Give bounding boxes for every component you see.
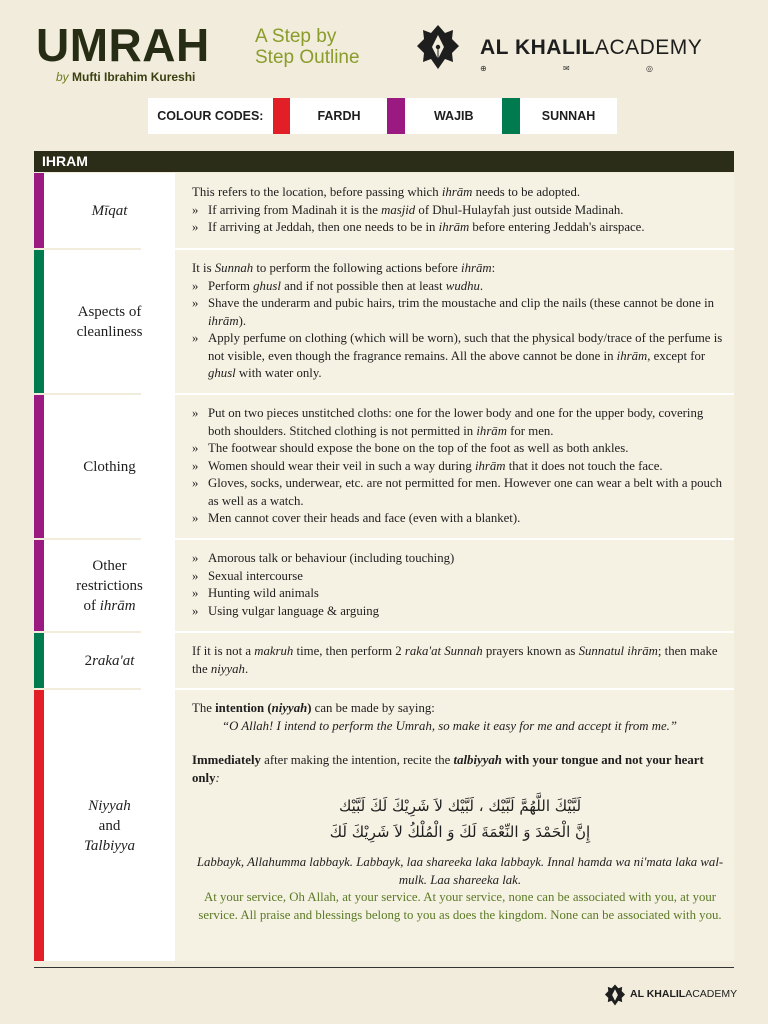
- body-text: If it is not a makruh time, then perform 2 raka'at Sunnah prayers known as Sunnatul ihrām; then make the niyyah.: [192, 644, 718, 676]
- fardh-bar: [34, 690, 44, 961]
- arabic-line: لَبَّيْكَ اللَّهُمَّ لَبَّيْك ، لَبَّيْك لاَ شَرِيْكَ لَكَ لَبَّيْك: [338, 797, 582, 815]
- subtitle-line-2: Step Outline: [255, 47, 360, 68]
- mail-icon: ✉: [563, 64, 570, 73]
- brand-name-bold: AL KHALIL: [480, 36, 595, 59]
- sunnah-label: SUNNAH: [541, 109, 596, 123]
- list-item: » Amorous talk or behaviour (including touching): [192, 550, 728, 568]
- list-item: » Women should wear their veil in such a way during ihrām that it does not touch the face.: [192, 458, 728, 476]
- label-line: of ihrām: [83, 597, 136, 614]
- arabic-line: إِنَّ الْحَمْدَ وَ النِّعْمَةَ لَكَ وَ الْمُلْكُ لاَ شَرِيْكَ لَكَ: [329, 823, 591, 841]
- list-item: » Gloves, socks, underwear, etc. are not permitted for men. However one can wear a belt with a pouch as well as a watch.: [192, 475, 728, 510]
- colour-codes-label: COLOUR CODES:: [157, 109, 264, 123]
- footer-brand-bold: AL KHALIL: [630, 988, 686, 1000]
- label-text: Mīqat: [91, 202, 128, 219]
- fardh-label: FARDH: [317, 109, 361, 123]
- label-line: cleanliness: [76, 323, 143, 340]
- list-item: » Perform ghusl and if not possible then at least wudhu.: [192, 278, 728, 296]
- intention-quote: “O Allah! I intend to perform the Umrah, so make it easy for me and accept it from me.”: [222, 718, 677, 733]
- label-line: and: [98, 817, 121, 834]
- talbiyyah-instruction: Immediately after making the intention, recite the talbiyyah with your tongue and not your heart only:: [192, 753, 704, 785]
- globe-icon: ⊕: [480, 64, 487, 73]
- wajib-bar: [34, 173, 44, 248]
- row-label-clothing: Clothing: [44, 395, 175, 538]
- label-line: Aspects of: [77, 303, 142, 320]
- row-rakaat: [34, 633, 734, 688]
- sunnah-bar: [34, 633, 44, 688]
- sunnah-bar: [34, 250, 44, 393]
- row-label-rakaat: 2 raka'at: [44, 633, 175, 688]
- section-header-ihram: IHRAM: [34, 151, 734, 172]
- pen-nib-logo-icon: [604, 984, 626, 1006]
- list-item: » If arriving from Madinah it is the masjid of Dhul-Hulayfah just outside Madinah.: [192, 202, 728, 220]
- brand-name-light: ACADEMY: [594, 36, 703, 59]
- list-item: » Apply perfume on clothing (which will be worn), such that the physical body/trace of the perfume is not visible, even though the fragrance remains. All the above cannot be done in ihrām, except for ghusl with water only.: [192, 330, 728, 383]
- wajib-swatch: [387, 98, 405, 134]
- row-cleanliness: [34, 250, 734, 393]
- page-subtitle: [255, 26, 360, 68]
- list-item: » Using vulgar language & arguing: [192, 603, 728, 621]
- brand-name: [480, 36, 702, 60]
- instagram-icon: ◎: [646, 64, 653, 73]
- wajib-bar: [34, 540, 44, 631]
- footer-brand-light: ACADEMY: [685, 988, 738, 1000]
- row-body-niyyah: [175, 690, 734, 961]
- arabic-talbiyyah: [192, 793, 728, 845]
- row-body-miqat: [175, 173, 734, 248]
- list-item: » Hunting wild animals: [192, 585, 728, 603]
- row-miqat: [34, 173, 734, 248]
- wajib-bar: [34, 395, 44, 538]
- list-item: » Shave the underarm and pubic hairs, trim the moustache and clip the nails (these cannot be done in ihrām).: [192, 295, 728, 330]
- transliteration: Labbayk, Allahumma labbayk. Labbayk, laa shareeka laka labbayk. Innal hamda wa ni'mata laka wal-mulk. Laa shareeka lak.: [196, 855, 724, 887]
- row-label-miqat: [44, 173, 175, 248]
- translation: At your service, Oh Allah, at your service. At your service, none can be associated with you, at your service. All praise and blessings belong to you as does the kingdom. None can be associated with you.: [198, 890, 722, 922]
- row-label-niyyah: [44, 690, 175, 961]
- fardh-swatch: [273, 98, 291, 134]
- row-label-restrictions: [44, 540, 175, 631]
- row-body-restrictions: [175, 540, 734, 631]
- row-body-rakaat: [175, 633, 734, 688]
- subtitle-line-1: A Step by: [255, 26, 337, 47]
- sunnah-swatch: [502, 98, 520, 134]
- byline-prefix: by: [56, 70, 69, 84]
- label-line: Niyyah: [88, 797, 131, 814]
- intro-text: This refers to the location, before passing which ihrām needs to be adopted.: [192, 185, 581, 199]
- wajib-label: WAJIB: [433, 109, 474, 123]
- colour-codes-legend: [148, 98, 617, 134]
- pen-nib-logo-icon: [416, 24, 460, 70]
- page-title: UMRAH: [36, 19, 210, 71]
- footer-brand: [630, 988, 737, 1000]
- row-niyyah: [34, 690, 734, 961]
- row-body-cleanliness: [175, 250, 734, 393]
- label-line: restrictions: [76, 577, 143, 594]
- label-line: Talbiyya: [83, 837, 136, 854]
- list-item: » Men cannot cover their heads and face (even with a blanket).: [192, 510, 728, 528]
- intention-text: The intention (niyyah) can be made by saying:: [192, 701, 435, 715]
- list-item: » Put on two pieces unstitched cloths: one for the lower body and one for the upper body, covering both shoulders. Stitched clothing is not permitted in ihrām for men.: [192, 405, 728, 440]
- byline: [56, 70, 195, 84]
- label-line: Other: [92, 557, 127, 574]
- list-item: » Sexual intercourse: [192, 568, 728, 586]
- footer-divider: [34, 967, 734, 968]
- row-body-clothing: [175, 395, 734, 538]
- author-name: Mufti Ibrahim Kureshi: [72, 70, 196, 84]
- list-item: » If arriving at Jeddah, then one needs to be in ihrām before entering Jeddah's airspace.: [192, 219, 728, 237]
- row-restrictions: [34, 540, 734, 631]
- list-item: » The footwear should expose the bone on the top of the foot as well as both ankles.: [192, 440, 728, 458]
- row-label-cleanliness: [44, 250, 175, 393]
- intro-text: It is Sunnah to perform the following actions before ihrām:: [192, 261, 496, 275]
- row-clothing: [34, 395, 734, 538]
